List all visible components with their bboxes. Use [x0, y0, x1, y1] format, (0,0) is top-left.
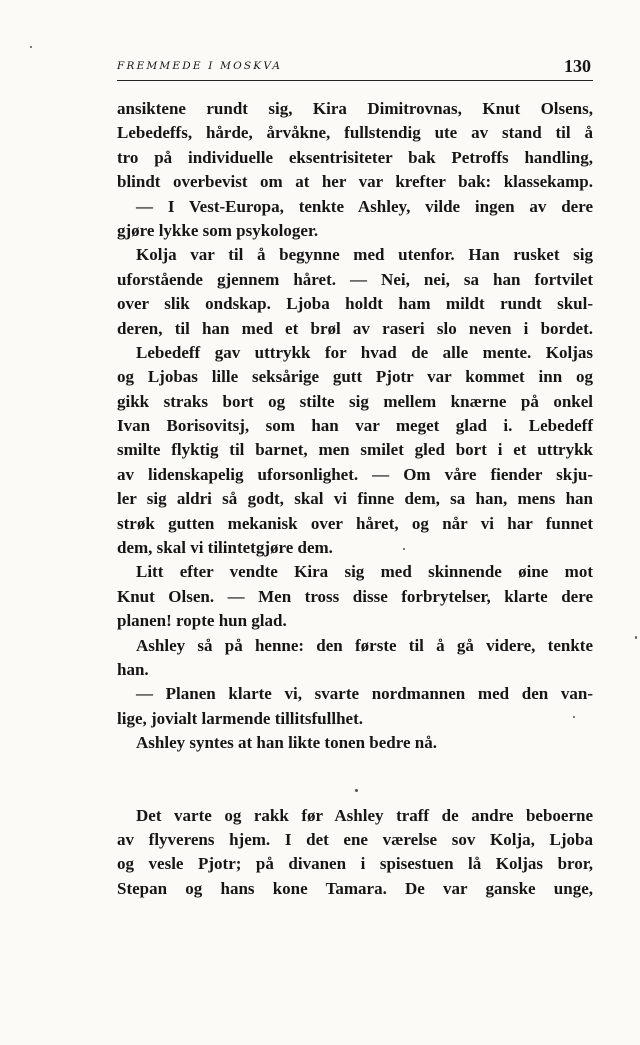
- page-number: 130: [564, 56, 591, 76]
- body-text: [117, 97, 593, 901]
- text-line: planen! ropte hun glad.: [117, 611, 287, 631]
- text-line: strøk gutten mekanisk over håret, og når vi har funnet: [117, 513, 593, 533]
- text-line: han.: [117, 659, 149, 679]
- text-line: Kolja var til å begynne med utenfor. Han rusket sig: [136, 245, 593, 265]
- text-line: av lidenskapelig uforsonlighet. — Om våre fiender skju-: [117, 464, 593, 484]
- text-line: deren, til han med et brøl av raseri slo neven i bordet.: [117, 318, 593, 338]
- text-line: Ashley så på henne: den første til å gå videre, tenkte: [136, 635, 593, 655]
- print-speck: [635, 636, 637, 639]
- text-line: tro på individuelle eksentrisiteter bak Petroffs handling,: [117, 147, 593, 167]
- section-break: [117, 756, 593, 804]
- print-speck: [30, 46, 32, 48]
- print-speck: [355, 789, 358, 792]
- print-speck: [573, 716, 575, 718]
- text-line: lige, jovialt larmende tillitsfullhet.: [117, 708, 363, 728]
- text-line: over slik ondskap. Ljoba holdt ham mildt rundt skul-: [117, 294, 593, 314]
- text-line: ansiktene rundt sig, Kira Dimitrovnas, Knut Olsens,: [117, 99, 593, 118]
- text-line: Ashley syntes at han likte tonen bedre nå.: [136, 733, 437, 753]
- text-line: Det varte og rakk før Ashley traff de andre beboerne: [136, 805, 593, 825]
- text-line: dem, skal vi tilintetgjøre dem.: [117, 538, 333, 558]
- text-line: uforstående gjennem håret. — Nei, nei, sa han fortvilet: [117, 269, 593, 289]
- running-title: FREMMEDE I MOSKVA: [117, 60, 283, 72]
- text-line: smilte flyktig til barnet, men smilet gled bort i et uttrykk: [117, 440, 593, 460]
- text-line: Lebedeffs, hårde, årvåkne, fullstendig ute av stand til å: [117, 123, 593, 143]
- text-line: Stepan og hans kone Tamara. De var ganske unge,: [117, 878, 593, 898]
- text-line: — I Vest-Europa, tenkte Ashley, vilde ingen av dere: [136, 196, 593, 216]
- text-line: Lebedeff gav uttrykk for hvad de alle mente. Koljas: [136, 342, 593, 362]
- text-line: gikk straks bort og stilte sig mellem knærne på onkel: [117, 391, 593, 411]
- text-line: gjøre lykke som psykologer.: [117, 220, 319, 240]
- text-line: ler sig aldri så godt, skal vi finne dem, sa han, mens han: [117, 489, 593, 509]
- text-line: Knut Olsen. — Men tross disse forbrytelser, klarte dere: [117, 586, 593, 606]
- text-line: blindt overbevist om at her var krefter bak: klassekamp.: [117, 172, 593, 192]
- text-line: Litt efter vendte Kira sig med skinnende øine mot: [136, 562, 593, 582]
- print-speck: [403, 548, 405, 550]
- text-line: og vesle Pjotr; på divanen i spisestuen lå Koljas bror,: [117, 854, 593, 874]
- text-line: og Ljobas lille seksårige gutt Pjotr var kommet inn og: [117, 367, 593, 387]
- text-line: Ivan Borisovitsj, som han var meget glad i. Lebedeff: [117, 416, 593, 436]
- running-header: [117, 56, 593, 81]
- text-line: av flyverens hjem. I det ene værelse sov Kolja, Ljoba: [117, 829, 593, 849]
- text-line: — Planen klarte vi, svarte nordmannen med den van-: [136, 684, 593, 704]
